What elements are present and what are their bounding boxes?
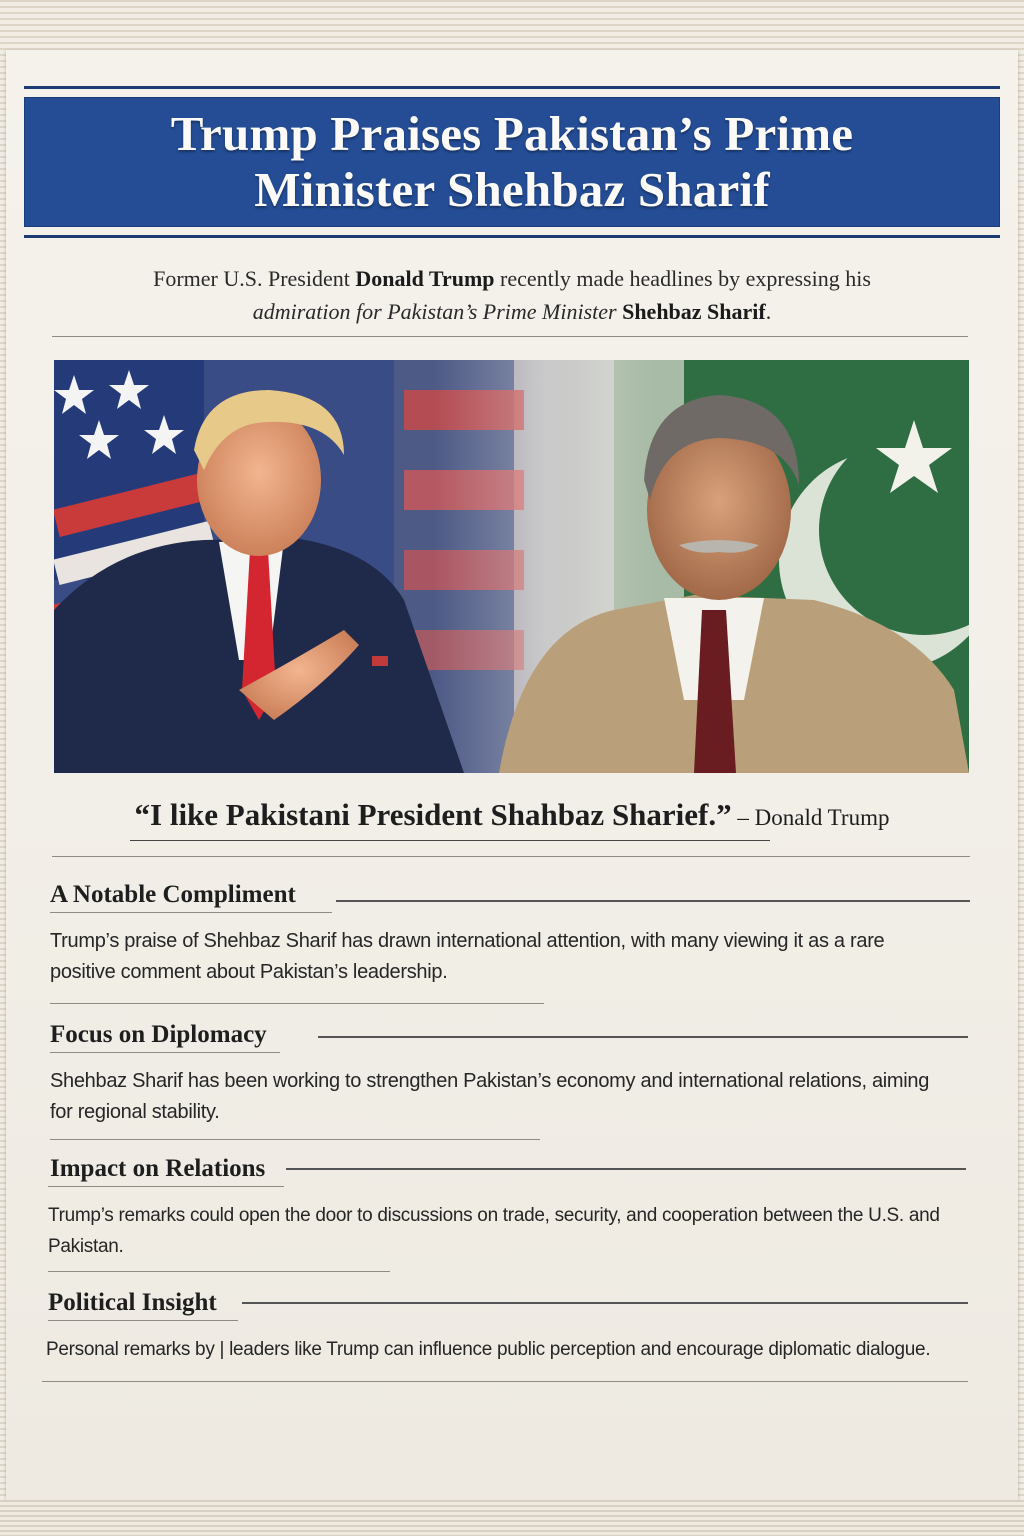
section-2-heading-underline bbox=[50, 1052, 280, 1053]
section-heading-notable-compliment: A Notable Compliment bbox=[50, 881, 296, 908]
section-3-heading-underline bbox=[48, 1186, 284, 1187]
lede-divider bbox=[52, 336, 968, 337]
headline-line-1: Trump Praises Pakistan’s Prime bbox=[170, 106, 854, 161]
masthead-banner bbox=[24, 97, 1000, 227]
section-2-end-rule bbox=[50, 1139, 540, 1140]
section-body-impact-on-relations: Trump’s remarks could open the door to discussions on trade, security, and cooperation between the U.S. and Pakistan. bbox=[48, 1205, 940, 1257]
section-3-end-rule bbox=[48, 1271, 390, 1272]
paper-stack-edges bbox=[0, 1500, 1024, 1536]
lede-name-sharif: Shehbaz Sharif bbox=[622, 299, 766, 324]
section-heading-impact-on-relations: Impact on Relations bbox=[50, 1155, 266, 1182]
section-2-heading-rule bbox=[318, 1036, 968, 1038]
lede-text-1: Former U.S. President bbox=[153, 266, 356, 291]
quote-underline bbox=[130, 840, 770, 841]
masthead bbox=[24, 86, 1000, 238]
lede-text-3: admiration for Pakistan’s Prime Minister bbox=[252, 299, 623, 324]
section-4-heading-rule bbox=[242, 1302, 968, 1304]
section-1-end-rule bbox=[50, 1003, 544, 1004]
section-heading-focus-on-diplomacy: Focus on Diplomacy bbox=[50, 1021, 267, 1048]
section-body-notable-compliment: Trump’s praise of Shehbaz Sharif has drawn international attention, with many viewing it as a rare positive comment about Pakistan’s leadership. bbox=[50, 930, 885, 983]
section-body-focus-on-diplomacy: Shehbaz Sharif has been working to strengthen Pakistan’s economy and international relations, aiming for regional stability. bbox=[50, 1070, 930, 1123]
leaders-photo-illustration bbox=[54, 360, 969, 773]
quote-text: “I like Pakistani President Shahbaz Sharief.” bbox=[134, 797, 732, 832]
lede-paragraph bbox=[50, 262, 974, 328]
section-1-heading-underline bbox=[50, 912, 332, 913]
pull-quote bbox=[40, 790, 984, 843]
lede-name-trump: Donald Trump bbox=[355, 266, 495, 291]
section-heading-political-insight: Political Insight bbox=[48, 1289, 217, 1316]
page-bottom-rule bbox=[42, 1381, 968, 1382]
headline-line-2: Minister Shehbaz Sharif bbox=[254, 162, 770, 217]
section-1-heading-rule bbox=[336, 900, 970, 902]
section-3-heading-rule bbox=[286, 1168, 966, 1170]
section-4-heading-underline bbox=[48, 1320, 238, 1321]
lede-text-4: . bbox=[765, 299, 772, 324]
leaders-photo bbox=[54, 360, 969, 773]
lede-text-2: recently made headlines by expressing his bbox=[494, 266, 871, 291]
quote-attribution: – Donald Trump bbox=[731, 805, 890, 830]
quote-divider bbox=[52, 856, 970, 857]
section-body-political-insight: Personal remarks by | leaders like Trump can influence public perception and encourage diplomatic dialogue. bbox=[46, 1339, 931, 1360]
